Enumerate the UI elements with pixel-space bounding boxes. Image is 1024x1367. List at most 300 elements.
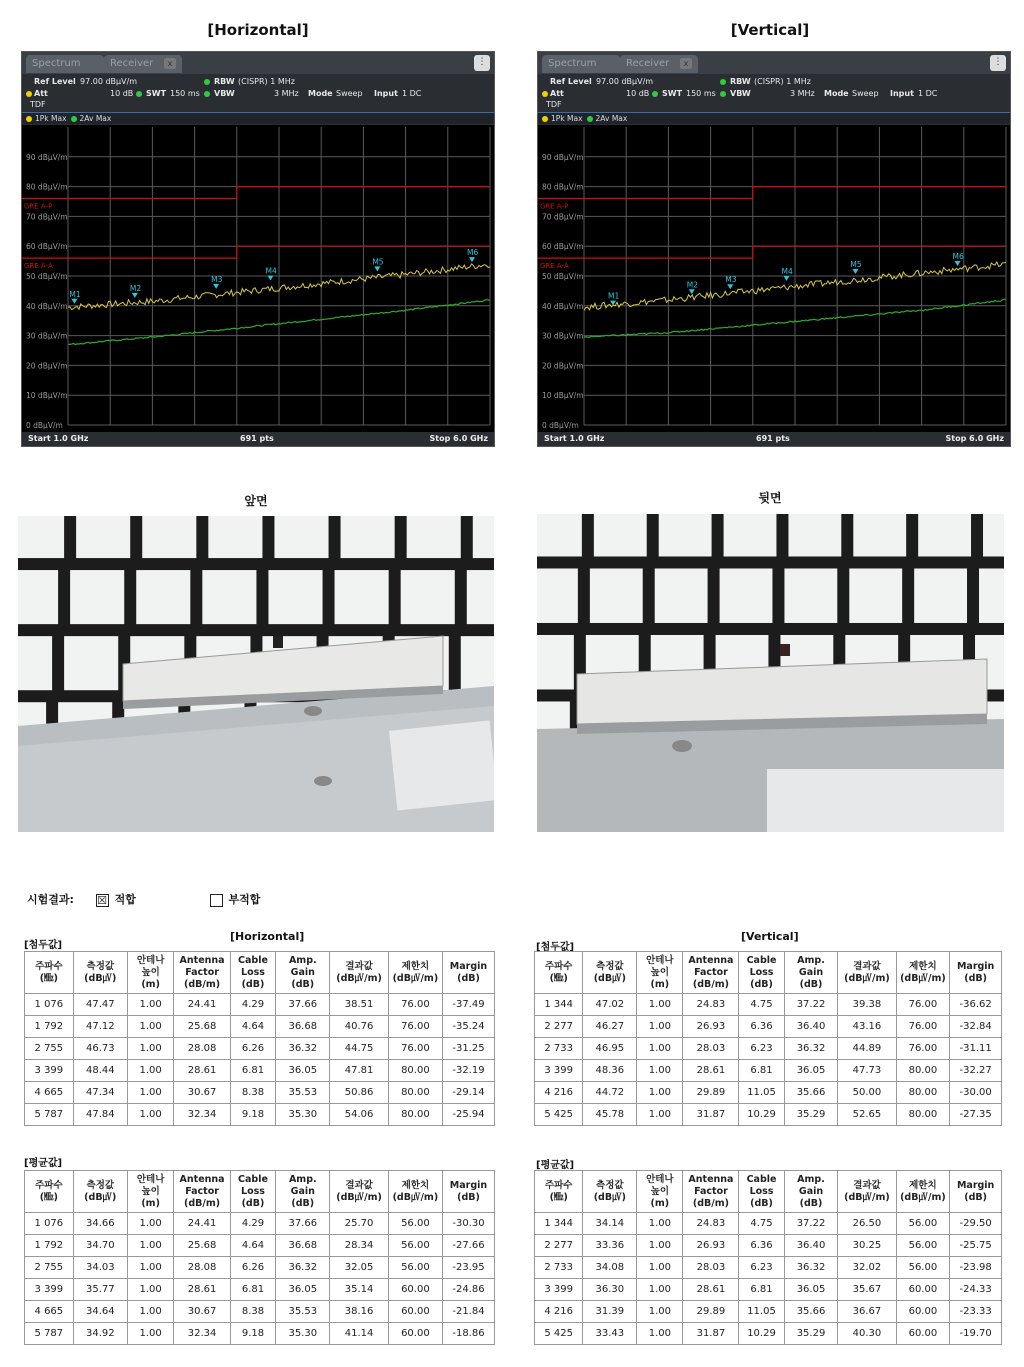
absorber-tile (594, 514, 647, 556)
input-value: 1 DC (918, 89, 938, 98)
table-cell: 43.16 (838, 1016, 896, 1038)
absorber-tile (537, 514, 582, 556)
spectrum-analyzer-horizontal (21, 51, 495, 447)
table-cell: 28.08 (174, 1038, 230, 1060)
table-cell: 36.40 (784, 1016, 838, 1038)
column-header: 측정값 (dB㎶) (73, 952, 127, 994)
column-header: 측정값 (dB㎶) (583, 952, 637, 994)
table-row (535, 1060, 1002, 1082)
sweep-info-bar (538, 432, 1010, 446)
menu-icon[interactable]: ⋮ (990, 55, 1006, 71)
absorber-tile (853, 514, 906, 556)
table-cell: 76.00 (896, 1038, 950, 1060)
column-header: 주파수 (㎒) (25, 1171, 74, 1213)
swt-status-icon (136, 91, 142, 97)
table-cell: 38.16 (330, 1301, 388, 1323)
tab-spectrum[interactable] (542, 55, 620, 73)
table-cell: 1.00 (127, 1257, 174, 1279)
table-cell: 1 792 (25, 1016, 74, 1038)
pass-checkbox[interactable]: ☒ (97, 893, 108, 907)
table-cell: 48.36 (583, 1060, 637, 1082)
table-cell: 40.30 (838, 1323, 896, 1345)
absorber-tile (659, 514, 712, 556)
table-row (25, 1301, 495, 1323)
table-cell: 1.00 (127, 1038, 174, 1060)
table-cell: 56.00 (388, 1257, 442, 1279)
table-cell: -27.66 (442, 1235, 494, 1257)
table-cell: 2 277 (535, 1235, 583, 1257)
table-cell: 40.76 (330, 1016, 388, 1038)
table-cell: 25.68 (174, 1235, 230, 1257)
table-cell: 35.66 (784, 1301, 838, 1323)
table-cell: 10.29 (739, 1104, 784, 1126)
att-label: Att (550, 89, 564, 98)
table-cell: 36.40 (784, 1235, 838, 1257)
tab-receiver-label: Receiver (110, 58, 154, 69)
table-cell: 35.29 (784, 1323, 838, 1345)
trace1-label: 1Pk Max (551, 114, 583, 123)
y-tick-label: 50 dBμV/m (542, 272, 584, 281)
swt-value: 150 ms (686, 89, 716, 98)
absorber-tile (76, 516, 130, 558)
table-cell: 44.75 (330, 1038, 388, 1060)
table-cell: 6.81 (739, 1060, 784, 1082)
table-cell: 24.41 (174, 994, 230, 1016)
table-cell: 25.68 (174, 1016, 230, 1038)
table-cell: 6.81 (739, 1279, 784, 1301)
y-tick-label: 90 dBμV/m (26, 152, 68, 162)
absorber-tile (784, 568, 837, 622)
column-header: Amp. Gain (dB) (276, 1171, 330, 1213)
table-row (535, 1257, 1002, 1279)
marker-m4 (783, 276, 789, 281)
stop-frequency: Stop 6.0 GHz (945, 434, 1004, 443)
column-header: 주파수 (㎒) (535, 1171, 583, 1213)
table-cell: 6.26 (230, 1038, 275, 1060)
absorber-tile (918, 514, 971, 556)
table-row (535, 1038, 1002, 1060)
table-cell: -23.98 (950, 1257, 1002, 1279)
att-status-icon (26, 91, 32, 97)
table-cell: 5 787 (25, 1104, 74, 1126)
limit-label-av: GRE A-A (540, 262, 569, 271)
vbw-label: VBW (730, 89, 751, 98)
swt-value: 150 ms (170, 89, 200, 98)
mode-label: Mode (824, 89, 849, 98)
table-cell: -37.49 (442, 994, 494, 1016)
absorber-tile (461, 636, 494, 690)
column-header: Margin (dB) (950, 952, 1002, 994)
marker-m3 (727, 284, 733, 289)
table-cell: 50.86 (330, 1082, 388, 1104)
table-header-row (25, 952, 495, 994)
table-cell: 24.83 (683, 1213, 739, 1235)
column-header: Cable Loss (dB) (230, 1171, 275, 1213)
absorber-tile (274, 516, 328, 558)
table-cell: 47.73 (838, 1060, 896, 1082)
marker-label-m5: M5 (372, 257, 384, 267)
spectrum-plot (538, 125, 1010, 432)
column-header: Cable Loss (dB) (739, 952, 784, 994)
sweep-points: 691 pts (240, 434, 274, 443)
back-photo (537, 514, 1004, 832)
table-cell: 1.00 (637, 1038, 683, 1060)
absorber-tile (70, 570, 124, 624)
marker-m6 (469, 257, 475, 262)
absorber-tile (655, 568, 708, 622)
table-cell: 1.00 (637, 1235, 683, 1257)
table-cell: 37.66 (276, 1213, 330, 1235)
menu-icon[interactable]: ⋮ (474, 55, 490, 71)
y-tick-label: 0 dBμV/m (542, 421, 579, 430)
table-cell: 31.87 (683, 1104, 739, 1126)
y-tick-label: 20 dBμV/m (542, 361, 584, 371)
column-header: Amp. Gain (dB) (784, 952, 838, 994)
table-cell: 38.51 (330, 994, 388, 1016)
table-row (25, 1323, 495, 1345)
h-avg-table (24, 1170, 495, 1345)
v-avg-caption: [평균값] (536, 1160, 575, 1171)
table-cell: 4.29 (230, 994, 275, 1016)
table-cell: 28.03 (683, 1038, 739, 1060)
table-cell: 2 733 (535, 1257, 583, 1279)
horizontal-title: [Horizontal] (207, 21, 309, 39)
column-header: 결과값 (dB㎶/m) (838, 1171, 896, 1213)
absorber-tile (136, 570, 190, 624)
table-cell: 35.14 (330, 1279, 388, 1301)
table-cell: 2 755 (25, 1257, 74, 1279)
h-table-title: [Horizontal] (230, 930, 305, 943)
tab-receiver-label: Receiver (626, 58, 670, 69)
column-header: 안테나 높이 (m) (127, 1171, 174, 1213)
start-frequency: Start 1.0 GHz (544, 434, 605, 443)
table-cell: 11.05 (739, 1301, 784, 1323)
column-header: 결과값 (dB㎶/m) (330, 952, 388, 994)
absorber-tile (341, 516, 395, 558)
column-header: Margin (dB) (442, 1171, 494, 1213)
table-row (25, 1213, 495, 1235)
column-header: 안테나 높이 (m) (637, 1171, 683, 1213)
table-cell: 52.65 (838, 1104, 896, 1126)
table-row (535, 994, 1002, 1016)
table-cell: 8.38 (230, 1301, 275, 1323)
absorber-tile (64, 636, 118, 690)
table-cell: 32.34 (174, 1323, 230, 1345)
table-row (535, 1235, 1002, 1257)
table-cell: -29.50 (950, 1213, 1002, 1235)
table-cell: 4.64 (230, 1235, 275, 1257)
marker-label-m1: M1 (69, 289, 81, 299)
table-cell: 3 399 (535, 1279, 583, 1301)
table-cell: 32.34 (174, 1104, 230, 1126)
limit-line-quasi-peak (538, 187, 1006, 199)
table-row (25, 1279, 495, 1301)
table-cell: 36.68 (276, 1235, 330, 1257)
marker-label-m3: M3 (725, 275, 737, 285)
table-cell: 36.32 (784, 1038, 838, 1060)
table-cell: 3 399 (535, 1060, 583, 1082)
fail-label: 부적합 (228, 893, 261, 906)
table-cell: 1.00 (127, 1301, 174, 1323)
column-header: 측정값 (dB㎶) (73, 1171, 127, 1213)
table-cell: 47.47 (73, 994, 127, 1016)
table-cell: 28.61 (174, 1279, 230, 1301)
table-cell: 50.00 (838, 1082, 896, 1104)
table-cell: 80.00 (388, 1082, 442, 1104)
table-cell: 80.00 (388, 1104, 442, 1126)
table-cell: 1.00 (127, 1060, 174, 1082)
marker-label-m5: M5 (850, 260, 862, 269)
absorber-tile (268, 570, 322, 624)
table-cell: 1.00 (127, 1213, 174, 1235)
input-label: Input (374, 89, 398, 98)
table-cell: 4.75 (739, 994, 784, 1016)
absorber-tile (788, 514, 841, 556)
trace1-label: 1Pk Max (35, 114, 67, 123)
table-cell: 36.05 (784, 1060, 838, 1082)
table-cell: 80.00 (388, 1060, 442, 1082)
table-cell: 34.64 (73, 1301, 127, 1323)
marker-label-m2: M2 (686, 280, 699, 290)
table-cell: 6.26 (230, 1257, 275, 1279)
table-cell: 4.29 (230, 1213, 275, 1235)
start-frequency: Start 1.0 GHz (28, 434, 89, 443)
table-cell: -29.14 (442, 1082, 494, 1104)
marker-label-m4: M4 (781, 266, 793, 276)
table-cell: 8.38 (230, 1082, 275, 1104)
table-cell: 32.05 (330, 1257, 388, 1279)
marker-m5 (852, 269, 858, 274)
absorber-tile (467, 570, 494, 624)
table-row (535, 1301, 1002, 1323)
table-cell: 47.81 (330, 1060, 388, 1082)
table-cell: 41.14 (330, 1323, 388, 1345)
table-cell: 36.30 (583, 1279, 637, 1301)
table-cell: 6.36 (739, 1016, 784, 1038)
table-cell: 4.64 (230, 1016, 275, 1038)
table-cell: 36.67 (838, 1301, 896, 1323)
table-cell: 1 792 (25, 1235, 74, 1257)
table-cell: 36.05 (276, 1279, 330, 1301)
table-cell: 1.00 (127, 1016, 174, 1038)
y-tick-label: 40 dBμV/m (542, 301, 584, 311)
table-cell: 4.75 (739, 1213, 784, 1235)
limit-line-average (538, 246, 1006, 258)
y-tick-label: 60 dBμV/m (542, 242, 584, 252)
absorber-tile (202, 570, 256, 624)
pass-label: 적합 (114, 893, 136, 906)
table-cell: 1.00 (637, 1279, 683, 1301)
table-cell: -32.19 (442, 1060, 494, 1082)
table-cell: -32.27 (950, 1060, 1002, 1082)
settings-panel (538, 74, 1010, 112)
fail-checkbox[interactable] (210, 894, 223, 907)
table-cell: 35.77 (73, 1279, 127, 1301)
table-cell: 1 344 (535, 994, 583, 1016)
trace2-icon (587, 116, 593, 122)
table-cell: 34.70 (73, 1235, 127, 1257)
table-cell: 34.03 (73, 1257, 127, 1279)
table-row (25, 1016, 495, 1038)
rbw-status-icon (720, 79, 726, 85)
table-cell: 76.00 (388, 1038, 442, 1060)
column-header: 안테나 높이 (m) (127, 952, 174, 994)
trace1-icon (542, 116, 548, 122)
y-tick-label: 10 dBμV/m (26, 391, 68, 401)
table-cell: -30.00 (950, 1082, 1002, 1104)
table-cell: -25.75 (950, 1235, 1002, 1257)
table-cell: 28.61 (683, 1279, 739, 1301)
table-cell: 1.00 (127, 1104, 174, 1126)
column-header: 주파수 (㎒) (25, 952, 74, 994)
table-cell: 4 665 (25, 1301, 74, 1323)
table-cell: -24.33 (950, 1279, 1002, 1301)
table-cell: 6.81 (230, 1060, 275, 1082)
tdf-label: TDF (546, 100, 562, 109)
table-cell: 28.61 (683, 1060, 739, 1082)
column-header: 결과값 (dB㎶/m) (838, 952, 896, 994)
y-tick-label: 80 dBμV/m (26, 182, 68, 192)
rbw-value: (CISPR) 1 MHz (238, 77, 295, 86)
table-cell: 46.95 (583, 1038, 637, 1060)
table-cell: 80.00 (896, 1060, 950, 1082)
table-cell: 46.27 (583, 1016, 637, 1038)
h-peak-table (24, 951, 495, 1126)
y-tick-label: 70 dBμV/m (542, 212, 584, 222)
spectrum-analyzer-vertical (537, 51, 1011, 447)
y-tick-label: 90 dBμV/m (542, 152, 584, 162)
y-tick-label: 30 dBμV/m (542, 331, 584, 341)
tab-receiver[interactable] (104, 55, 182, 73)
table-cell: 36.05 (784, 1279, 838, 1301)
table-cell: 31.39 (583, 1301, 637, 1323)
table-cell: 35.53 (276, 1082, 330, 1104)
table-cell: 33.36 (583, 1235, 637, 1257)
limit-line-quasi-peak (22, 187, 490, 199)
table-cell: 60.00 (896, 1301, 950, 1323)
absorber-tile (849, 568, 902, 622)
table-cell: 44.89 (838, 1038, 896, 1060)
column-header: Cable Loss (dB) (739, 1171, 784, 1213)
tab-receiver[interactable] (620, 55, 698, 73)
table-row (535, 1104, 1002, 1126)
vbw-label: VBW (214, 89, 235, 98)
marker-m1 (71, 299, 77, 304)
mode-value: Sweep (336, 89, 363, 98)
absorber-tile (720, 568, 773, 622)
limit-line-average (22, 246, 490, 258)
column-header: 제한치 (dB㎶/m) (388, 1171, 442, 1213)
column-header: Amp. Gain (dB) (276, 952, 330, 994)
front-photo (18, 516, 494, 832)
column-header: 결과값 (dB㎶/m) (330, 1171, 388, 1213)
marker-label-m3: M3 (211, 274, 223, 284)
table-header-row (25, 1171, 495, 1213)
column-header: 제한치 (dB㎶/m) (896, 1171, 950, 1213)
v-table-title: [Vertical] (741, 930, 799, 943)
close-tab-icon[interactable]: x (164, 58, 176, 69)
att-value: 10 dB (110, 89, 134, 98)
table-row (25, 1060, 495, 1082)
table-cell: 46.73 (73, 1038, 127, 1060)
table-cell: -30.30 (442, 1213, 494, 1235)
spectrum-plot (22, 125, 494, 432)
table-cell: 30.25 (838, 1235, 896, 1257)
table-cell: 1 344 (535, 1213, 583, 1235)
table-row (25, 994, 495, 1016)
tdf-label: TDF (30, 100, 46, 109)
table-header-row (535, 952, 1002, 994)
back-photo-caption: 뒷면 (758, 491, 782, 505)
absorber-tile (724, 514, 777, 556)
settings-panel (22, 74, 494, 112)
vertical-title: [Vertical] (730, 21, 810, 39)
y-tick-label: 10 dBμV/m (542, 391, 584, 401)
close-tab-icon[interactable]: x (680, 58, 692, 69)
table-cell: 34.08 (583, 1257, 637, 1279)
table-row (535, 1213, 1002, 1235)
table-cell: 30.67 (174, 1301, 230, 1323)
table-cell: 54.06 (330, 1104, 388, 1126)
table-cell: 1.00 (127, 1082, 174, 1104)
table-row (535, 1323, 1002, 1345)
table-cell: 4 216 (535, 1301, 583, 1323)
h-peak-caption: [첨두값] (24, 940, 63, 951)
table-cell: 47.12 (73, 1016, 127, 1038)
table-cell: 5 425 (535, 1323, 583, 1345)
table-cell: 60.00 (896, 1323, 950, 1345)
tab-spectrum[interactable] (26, 55, 104, 73)
table-cell: 4 216 (535, 1082, 583, 1104)
v-peak-table (534, 951, 1002, 1126)
column-header: 제한치 (dB㎶/m) (388, 952, 442, 994)
column-header: Antenna Factor (dB/m) (683, 952, 739, 994)
marker-m5 (374, 266, 380, 271)
table-cell: 29.89 (683, 1082, 739, 1104)
table-cell: 60.00 (388, 1301, 442, 1323)
table-cell: 36.68 (276, 1016, 330, 1038)
table-row (535, 1016, 1002, 1038)
table-cell: -24.86 (442, 1279, 494, 1301)
table-cell: 30.67 (174, 1082, 230, 1104)
test-result-label: 시험결과: (27, 893, 74, 906)
table-cell: -35.24 (442, 1016, 494, 1038)
table-cell: 76.00 (388, 1016, 442, 1038)
front-photo-caption: 앞면 (244, 494, 268, 508)
column-header: Antenna Factor (dB/m) (174, 952, 230, 994)
table-row (535, 1082, 1002, 1104)
table-cell: 34.92 (73, 1323, 127, 1345)
table-cell: 47.34 (73, 1082, 127, 1104)
absorber-tile (401, 570, 455, 624)
table-cell: 36.32 (276, 1257, 330, 1279)
table-cell: 31.87 (683, 1323, 739, 1345)
column-header: Antenna Factor (dB/m) (683, 1171, 739, 1213)
input-label: Input (890, 89, 914, 98)
absorber-tile (335, 570, 389, 624)
table-cell: 76.00 (896, 1016, 950, 1038)
table-cell: 37.22 (784, 1213, 838, 1235)
marker-label-m6: M6 (467, 248, 479, 258)
absorber-tile (537, 568, 578, 622)
table-cell: 39.38 (838, 994, 896, 1016)
column-header: Cable Loss (dB) (230, 952, 275, 994)
table-cell: 35.30 (276, 1104, 330, 1126)
absorber-tile (407, 516, 461, 558)
table-cell: -21.84 (442, 1301, 494, 1323)
tab-bar (538, 52, 1010, 74)
table-cell: 1.00 (637, 1257, 683, 1279)
